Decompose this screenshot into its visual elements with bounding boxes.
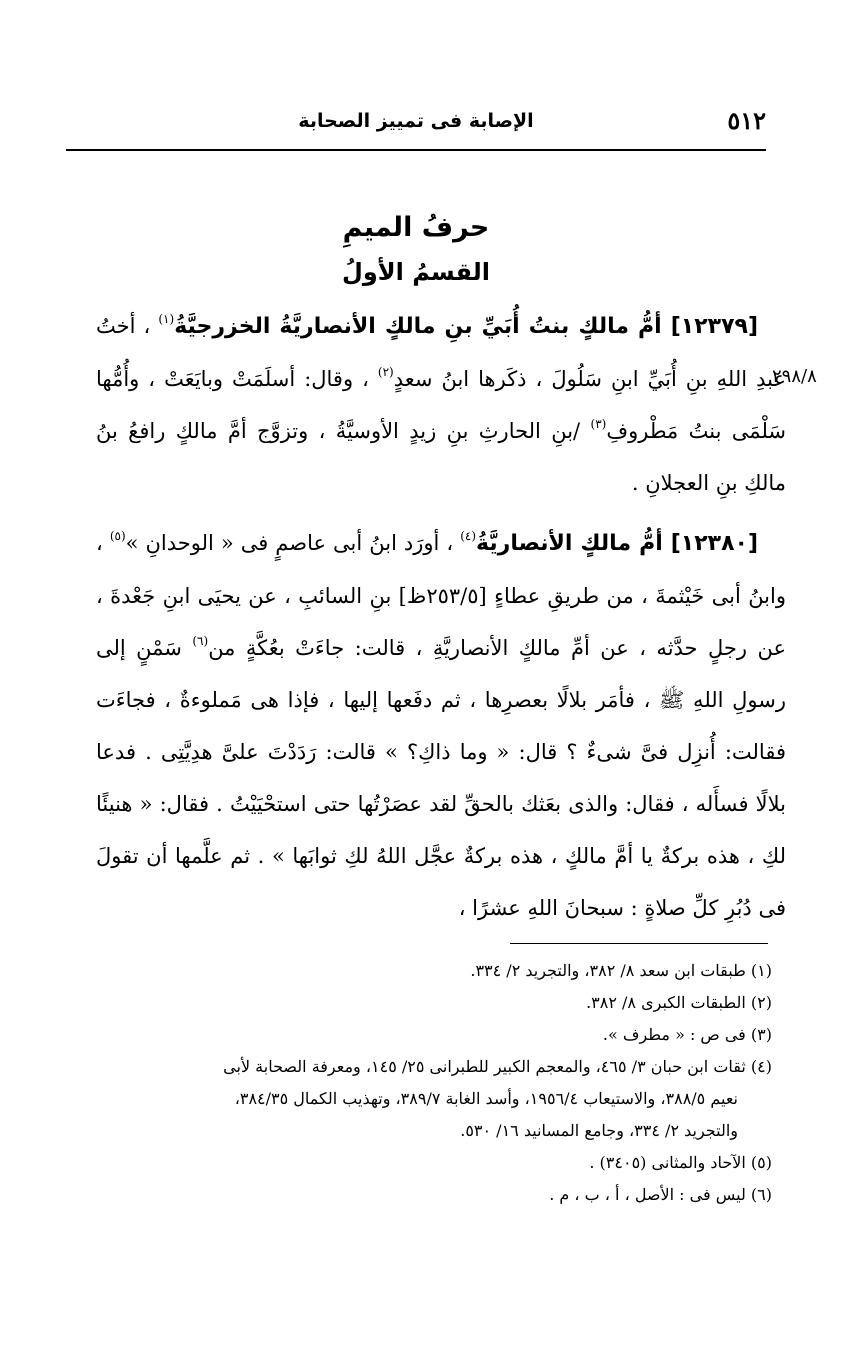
footnote-continuation: والتجريد ٢/ ٣٣٤، وجامع المسانيد ١٦/ ٥٣٠. <box>460 1121 738 1140</box>
entry-text: ، أورَد ابنُ أبى عاصمٍ فى « الوحدانِ » <box>125 531 454 555</box>
entry-heading: [١٢٣٨٠] أمُّ مالكٍ الأنصاريَّةُ <box>476 531 758 556</box>
footnote: (٤) ثقات ابن حبان ٣/ ٤٦٥، والمعجم الكبير للطبرانى ٢٥/ ١٤٥، ومعرفة الصحابة لأبى <box>223 1057 772 1076</box>
footnote-ref: (١) <box>158 312 175 326</box>
footnote-rule <box>510 943 768 944</box>
entry-paragraph <box>96 517 786 934</box>
entry-heading: [١٢٣٧٩] أمُّ مالكٍ بنتُ أُبَيِّ بنِ مالكٍ الأنصاريَّةُ الخزرجيَّةُ <box>174 314 758 339</box>
running-header <box>66 100 766 140</box>
footnote-continuation: نعيم ٣٨٨/٥، والاستيعاب ١٩٥٦/٤، وأسد الغابة ٣٨٩/٧، وتهذيب الكمال ٣٨٤/٣٥، <box>234 1089 738 1108</box>
margin-reference: ٢٩٨/٨ <box>772 366 817 387</box>
page-number: ٥١٢ <box>727 106 766 135</box>
entry-text: ، وابنُ أبى خَيْثمةَ ، من طريقِ عطاءٍ [٢٥٣/٥ظ] بنِ السائبِ ، عن يحيَى ابنِ جَعْدةَ ، عن رجلٍ حدَّثه ، عن أمِّ مالكٍ الأنصاريَّةِ ، قالت: جاءَتْ بعُكَّةٍ من <box>96 531 786 660</box>
header-rule <box>66 149 766 151</box>
footnote: (٦) ليس فى : الأصل ، أ ، ب ، م . <box>549 1185 772 1204</box>
footnote-ref: (٦) <box>192 634 209 648</box>
entry-text: ، أختُ عبدِ اللهِ بنِ أُبَيِّ ابنِ سَلُولَ ، ذكَرها ابنُ سعدٍ <box>96 314 786 391</box>
footnote: (٣) فى ص : « مطرف ». <box>602 1025 772 1044</box>
footnote-ref: (٥) <box>109 529 126 543</box>
section-title: حرفُ الميمِ <box>342 212 490 243</box>
footnote: (٥) الآحاد والمثانى (٣٤٠٥) . <box>589 1153 772 1172</box>
footnote-ref: (٣) <box>590 417 607 431</box>
footnotes <box>92 955 772 1211</box>
running-title: الإصابة فى تمييز الصحابة <box>298 110 534 132</box>
entry-paragraph <box>96 300 786 509</box>
entry-text: ، وقال: أسلَمَتْ وبايَعَتْ ، وأُمُّها سَلْمَى بنتُ مَطْروفِ <box>96 367 786 443</box>
footnote-ref: (٤) <box>460 529 477 543</box>
footnote: (٢) الطبقات الكبرى ٨/ ٣٨٢. <box>586 993 772 1012</box>
main-text <box>96 300 786 934</box>
subsection-title: القسمُ الأولُ <box>342 258 490 286</box>
entry-text: سَمْنٍ إلى رسولِ اللهِ ﷺ ، فأمَر بلالًا بعصرِها ، ثم دفَعها إليها ، فإذا هى مَملوءةٌ ، فجاءَت فقالت: أُنزِل فىَّ شىءٌ ؟ قال: « وما ذاكِ؟ » قالت: رَدَدْتَ علىَّ هدِيَّتِى . فدعا بلالًا فسأَله ، فقال: والذى بعَثك بالحقِّ لقد عصَرْتُها حتى استحْيَيْتُ . فقال: « هنيئًا لكِ ، هذه بركةٌ يا أمَّ مالكٍ ، هذه بركةٌ عجَّل اللهُ لكِ ثوابَها » . ثم علَّمها أن تقولَ فى دُبُرِ كلِّ صلاةٍ : سبحانَ اللهِ عشرًا ، <box>96 636 786 920</box>
entry-text: /بنِ الحارثِ بنِ زيدٍ الأوسيَّةُ ، وتزوَّج أمَّ مالكٍ رافعُ بنُ مالكِ بنِ العجلانِ . <box>96 419 786 495</box>
footnote-ref: (٢) <box>377 365 394 379</box>
footnote: (١) طبقات ابن سعد ٨/ ٣٨٢، والتجريد ٢/ ٣٣٤. <box>470 961 772 980</box>
